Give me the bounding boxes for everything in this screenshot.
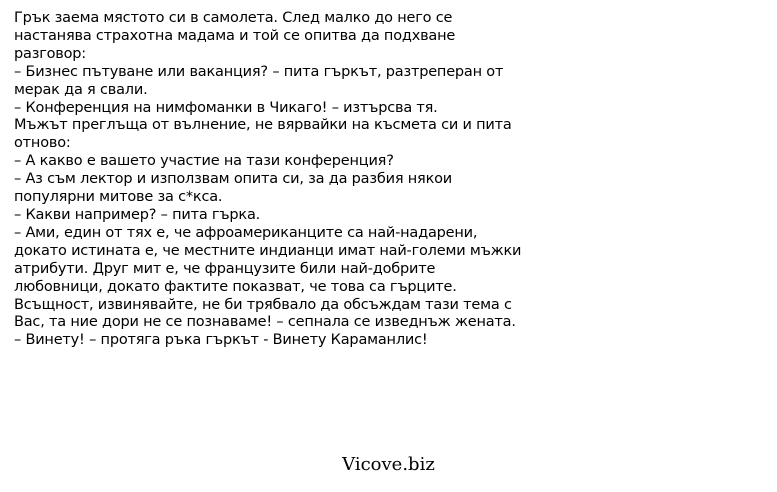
- text-line: – А какво е вашето участие на тази конференция?: [14, 153, 394, 170]
- text-line: Мъжът преглъща от вълнение, не вярвайки на късмета си и пита: [14, 117, 512, 134]
- text-line: – Бизнес пътуване или ваканция? – пита гъркът, разтреперан от: [14, 63, 504, 80]
- text-line: популярни митове за с*кса.: [14, 189, 223, 206]
- text-line: отново:: [14, 135, 71, 152]
- text-line: мерак да я свали.: [14, 81, 148, 98]
- joke-text: [14, 10, 594, 350]
- text-line: – Винету! – протяга ръка гъркът - Винету Караманлис!: [14, 332, 428, 349]
- text-line: – Конференция на нимфоманки в Чикаго! – изтърсва тя.: [14, 99, 438, 116]
- text-line: настанява страхотна мадама и той се опитва да подхване: [14, 27, 456, 44]
- text-line: докато истината е, че местните индианци имат най-големи мъжки: [14, 242, 522, 259]
- text-line: любовници, докато фактите показват, че това са гърците.: [14, 278, 457, 295]
- text-line: Вас, та ние дори не се познаваме! – сепнала се изведнъж жената.: [14, 314, 516, 331]
- text-line: – Аз съм лектор и използвам опита си, за да разбия някои: [14, 171, 453, 188]
- site-watermark: Vicove.biz: [342, 454, 435, 475]
- text-line: атрибути. Друг мит е, че французите били най-добрите: [14, 260, 436, 277]
- text-line: – Какви например? – пита гърка.: [14, 206, 261, 223]
- text-line: – Ами, един от тях е, че афроамериканците са най-надарени,: [14, 224, 478, 241]
- text-line: разговор:: [14, 45, 86, 62]
- text-line: Грък заема мястото си в самолета. След малко до него се: [14, 10, 453, 26]
- text-line: Всъщност, извинявайте, не би трябвало да обсъждам тази тема с: [14, 296, 512, 313]
